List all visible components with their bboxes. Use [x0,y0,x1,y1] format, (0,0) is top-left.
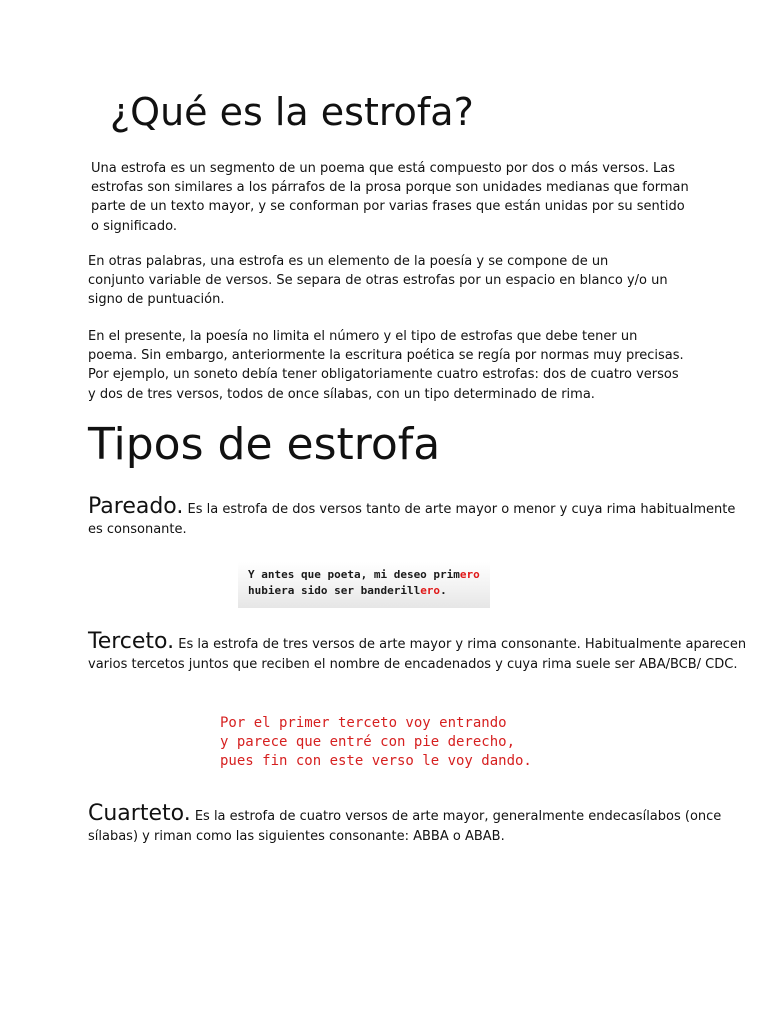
section-heading: Tipos de estrofa [88,419,441,470]
stanza-term-cuarteto: Cuarteto. [88,801,191,826]
stanza-term-pareado: Pareado. [88,494,184,519]
stanza-text-pareado: Es la estrofa de dos versos tanto de arte mayor o menor y cuya rima habitualmente es consonante. [88,502,736,537]
stanza-term-terceto: Terceto. [88,629,175,654]
page-title: ¿Qué es la estrofa? [110,90,474,134]
example-pareado-line-1 [248,567,490,583]
example-pareado-line-2 [248,583,490,599]
example-terceto-line-3: pues fin con este verso le voy dando. [220,753,532,769]
stanza-pareado [88,494,738,540]
paragraph-definition: Una estrofa es un segmento de un poema que está compuesto por dos o más versos. Las estrofas son similares a los párrafos de la prosa porque son unidades medianas que forman parte de un texto mayor, y se conforman por varias frases que están unidas por su sentido o significado. [91,161,689,234]
stanza-text-terceto: Es la estrofa de tres versos de arte mayor y rima consonante. Habitualmente aparecen varios tercetos juntos que reciben el nombre de encadenados y cuya rima suele ser ABA/BCB/ CDC. [88,637,747,672]
paragraph-present: En el presente, la poesía no limita el número y el tipo de estrofas que debe tener un poema. Sin embargo, anteriormente la escritura poética se regía por normas muy precisas. Por ejemplo, un soneto debía tener obligatoriamente cuatro estrofas: dos de cuatro versos y dos de tres versos, todos de once sílabas, con un tipo determinado de rima. [88,329,684,402]
example-line-end: . [440,584,447,597]
example-line-text: hubiera sido ser banderill [248,584,421,597]
stanza-text-cuarteto: Es la estrofa de cuatro versos de arte mayor, generalmente endecasílabos (once sílabas) y riman como las siguientes consonante: ABBA o ABAB. [88,809,722,844]
example-terceto-image [220,714,540,774]
example-rhyme: ero [420,584,441,597]
paragraph-other-words: En otras palabras, una estrofa es un elemento de la poesía y se compone de un conjunto variable de versos. Se separa de otras estrofas por un espacio en blanco y/o un signo de puntuación. [88,254,668,308]
stanza-terceto [88,629,748,675]
example-line-text: Y antes que poeta, mi deseo prim [248,568,460,581]
example-terceto-line-1: Por el primer terceto voy entrando [220,715,507,731]
example-rhyme: ero [459,568,480,581]
example-pareado-image [238,562,490,608]
stanza-cuarteto [88,801,728,847]
example-terceto-line-2: y parece que entré con pie derecho, [220,734,516,750]
